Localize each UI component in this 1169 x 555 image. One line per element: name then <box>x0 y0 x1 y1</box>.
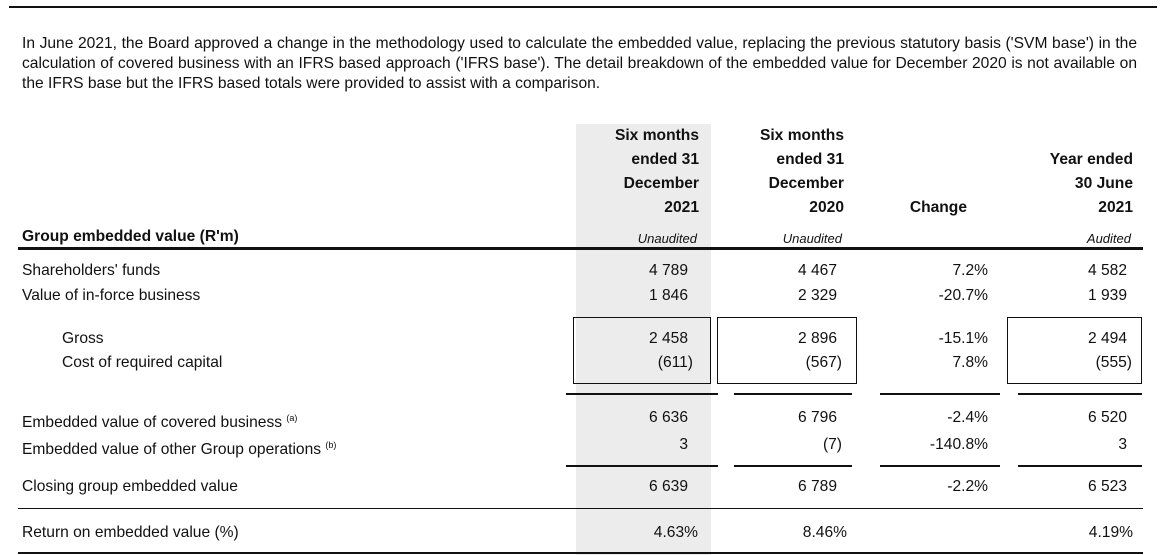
row-label: Embedded value of covered business $^{(a)}$ <box>22 413 298 431</box>
total-rule <box>734 465 852 467</box>
cell-dec-2021: 6 639 <box>648 478 688 495</box>
header-rule <box>18 247 1143 250</box>
cell-change: 7.2% <box>952 262 988 279</box>
cell-change: -2.2% <box>947 478 988 495</box>
intro-paragraph: In June 2021, the Board approved a change in the methodology used to calculate the embedded value, replacing the previous statutory basis ('SVM base') in the calculation of covered business with an IFRS based approach ('IFRS base'). The detail breakdown of the embedded value for December 2020 is not available on the IFRS base but the IFRS based totals were provided to assist with a comparison. <box>22 35 1137 92</box>
subtotal-rule <box>880 393 1000 395</box>
cell-change: -2.4% <box>947 409 988 426</box>
cell-june-2021: 6 520 <box>1087 409 1127 426</box>
cell-dec-2021: 4 789 <box>648 262 688 279</box>
subtotal-rule <box>566 393 718 395</box>
cell-dec-2020: 2 896 <box>797 330 837 347</box>
column-header-year-june-2021: Year ended 30 June 2021 <box>1049 151 1133 216</box>
subtotal-rule <box>1018 393 1142 395</box>
column-header-dec-2020: Six months ended 31 December 2020 <box>759 127 844 216</box>
cell-june-2021: 1 939 <box>1087 287 1127 304</box>
cell-june-2021: 4 582 <box>1087 262 1127 279</box>
cell-dec-2020: (7) <box>822 436 842 453</box>
cell-dec-2021: 4.63% <box>653 524 698 541</box>
cell-change: -140.8% <box>929 436 988 453</box>
row-label: Cost of required capital <box>62 354 223 371</box>
breakdown-box-dec-2021 <box>573 317 711 384</box>
cell-dec-2021: (611) <box>657 354 693 371</box>
top-rule <box>9 6 1157 8</box>
audit-status-dec-2020: Unaudited <box>782 231 842 246</box>
breakdown-box-june-2021 <box>1007 317 1142 384</box>
cell-dec-2021: 1 846 <box>648 287 688 304</box>
column-header-change: Change <box>909 199 967 216</box>
cell-june-2021: 4.19% <box>1088 524 1133 541</box>
column-header-dec-2021: Six months ended 31 December 2021 <box>614 127 699 216</box>
cell-change: -15.1% <box>938 330 988 347</box>
breakdown-box-dec-2020 <box>717 317 857 384</box>
audit-status-june-2021: Audited <box>1086 231 1131 246</box>
cell-dec-2020: 6 789 <box>797 478 837 495</box>
cell-dec-2020: (567) <box>805 354 842 371</box>
row-label: Return on embedded value (%) <box>22 524 239 541</box>
cell-dec-2021: 3 <box>679 436 688 453</box>
cell-dec-2021: 6 636 <box>648 409 688 426</box>
footnote-marker: (a) <box>286 413 298 423</box>
row-divider <box>18 508 1143 509</box>
cell-dec-2020: 4 467 <box>797 262 837 279</box>
subtotal-rule <box>734 393 852 395</box>
total-rule <box>1018 465 1142 467</box>
row-label: Value of in-force business <box>22 287 201 304</box>
cell-june-2021: 3 <box>1118 436 1127 453</box>
cell-june-2021: 2 494 <box>1087 330 1127 347</box>
audit-status-dec-2021: Unaudited <box>637 231 697 246</box>
table-title: Group embedded value (R'm) <box>22 228 239 245</box>
row-label: Embedded value of other Group operations $^{(b)}$ <box>22 440 337 458</box>
total-rule <box>880 465 1000 467</box>
total-rule <box>566 465 718 467</box>
cell-change: -20.7% <box>938 287 988 304</box>
cell-dec-2020: 6 796 <box>797 409 837 426</box>
row-label: Closing group embedded value <box>22 478 238 495</box>
row-label: Gross <box>62 330 104 347</box>
footnote-marker: (b) <box>325 440 337 450</box>
cell-change: 7.8% <box>952 354 988 371</box>
cell-june-2021: (555) <box>1095 354 1132 371</box>
cell-dec-2021: 2 458 <box>648 330 688 347</box>
row-label: Shareholders' funds <box>22 262 161 279</box>
cell-dec-2020: 8.46% <box>802 524 847 541</box>
cell-dec-2020: 2 329 <box>797 287 837 304</box>
bottom-rule <box>18 552 1143 554</box>
cell-june-2021: 6 523 <box>1087 478 1127 495</box>
